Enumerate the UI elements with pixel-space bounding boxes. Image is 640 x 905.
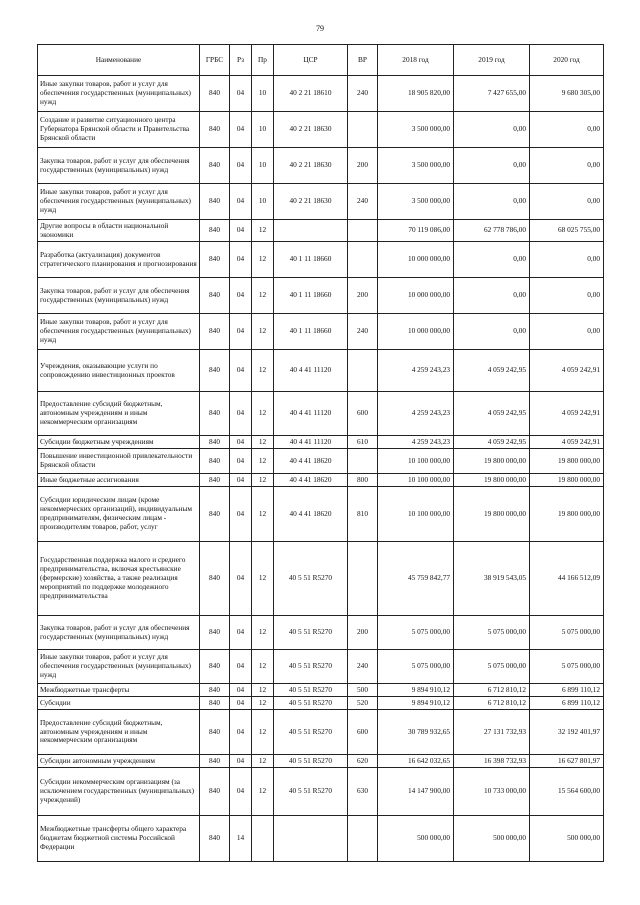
col-header-2020: 2020 год [530, 45, 604, 76]
row-grbs-cell: 840 [200, 350, 230, 392]
table-row [38, 487, 604, 542]
row-2020-cell: 44 166 512,09 [530, 542, 604, 616]
row-rz-cell: 04 [230, 487, 252, 542]
table-row [38, 184, 604, 220]
row-2020-cell: 16 627 801,97 [530, 755, 604, 768]
row-name-cell: Другие вопросы в области национальной экономики [38, 220, 200, 242]
table-row [38, 76, 604, 112]
row-vr-cell: 240 [348, 76, 378, 112]
table-row [38, 278, 604, 314]
table-row [38, 755, 604, 768]
row-2019-cell: 0,00 [454, 314, 530, 350]
row-2018-cell: 45 759 842,77 [378, 542, 454, 616]
row-pr-cell: 12 [252, 436, 274, 449]
row-2019-cell: 19 800 000,00 [454, 474, 530, 487]
row-name-cell: Закупка товаров, работ и услуг для обеспечения государственных (муниципальных) нужд [38, 148, 200, 184]
table-row [38, 474, 604, 487]
row-vr-cell [348, 242, 378, 278]
row-2018-cell: 5 075 000,00 [378, 616, 454, 650]
row-2019-cell: 500 000,00 [454, 816, 530, 862]
row-name-cell: Субсидии [38, 697, 200, 710]
row-pr-cell: 12 [252, 650, 274, 684]
row-grbs-cell: 840 [200, 542, 230, 616]
row-pr-cell: 12 [252, 697, 274, 710]
col-header-2019: 2019 год [454, 45, 530, 76]
row-2019-cell: 6 712 810,12 [454, 697, 530, 710]
row-pr-cell: 12 [252, 278, 274, 314]
row-2020-cell: 0,00 [530, 242, 604, 278]
row-2019-cell: 5 075 000,00 [454, 616, 530, 650]
row-rz-cell: 04 [230, 242, 252, 278]
row-csr-cell: 40 4 41 18620 [274, 474, 348, 487]
table-row [38, 650, 604, 684]
row-rz-cell: 04 [230, 148, 252, 184]
header-row [38, 45, 604, 76]
row-grbs-cell: 840 [200, 220, 230, 242]
table-row [38, 816, 604, 862]
row-name-cell: Межбюджетные трансферты [38, 684, 200, 697]
row-grbs-cell: 840 [200, 616, 230, 650]
row-pr-cell: 12 [252, 242, 274, 278]
row-2018-cell: 3 500 000,00 [378, 184, 454, 220]
row-2018-cell: 10 000 000,00 [378, 242, 454, 278]
table-row [38, 542, 604, 616]
row-rz-cell: 04 [230, 112, 252, 148]
row-pr-cell: 12 [252, 392, 274, 436]
row-2019-cell: 0,00 [454, 278, 530, 314]
row-2018-cell: 10 000 000,00 [378, 314, 454, 350]
row-2018-cell: 70 119 086,00 [378, 220, 454, 242]
page-number: 79 [316, 24, 324, 33]
row-vr-cell [348, 220, 378, 242]
row-csr-cell: 40 4 41 18620 [274, 487, 348, 542]
row-2020-cell: 0,00 [530, 148, 604, 184]
table-row [38, 148, 604, 184]
row-rz-cell: 04 [230, 392, 252, 436]
row-rz-cell: 04 [230, 755, 252, 768]
row-rz-cell: 04 [230, 542, 252, 616]
col-header-rz: Рз [230, 45, 252, 76]
row-csr-cell: 40 5 51 R5270 [274, 684, 348, 697]
col-header-2018: 2018 год [378, 45, 454, 76]
row-2020-cell: 6 899 110,12 [530, 684, 604, 697]
row-rz-cell: 04 [230, 449, 252, 474]
row-2018-cell: 3 500 000,00 [378, 148, 454, 184]
row-grbs-cell: 840 [200, 710, 230, 755]
row-vr-cell: 200 [348, 148, 378, 184]
row-grbs-cell: 840 [200, 148, 230, 184]
row-rz-cell: 04 [230, 350, 252, 392]
row-csr-cell: 40 5 51 R5270 [274, 768, 348, 816]
row-vr-cell: 200 [348, 278, 378, 314]
row-vr-cell [348, 816, 378, 862]
row-2019-cell: 4 059 242,95 [454, 392, 530, 436]
budget-table [37, 44, 604, 862]
row-2018-cell: 3 500 000,00 [378, 112, 454, 148]
row-2018-cell: 4 259 243,23 [378, 392, 454, 436]
table-row [38, 697, 604, 710]
row-2018-cell: 10 100 000,00 [378, 449, 454, 474]
row-name-cell: Повышение инвестиционной привлекательности Брянской области [38, 449, 200, 474]
row-name-cell: Субсидии некоммерческим организациям (за исключением государственных (муниципальных) учреждений) [38, 768, 200, 816]
row-2019-cell: 0,00 [454, 112, 530, 148]
row-name-cell: Предоставление субсидий бюджетным, автономным учреждениям и иным некоммерческим организациям [38, 710, 200, 755]
table-row [38, 710, 604, 755]
row-name-cell: Разработка (актуализация) документов стратегического планирования и прогнозирования [38, 242, 200, 278]
row-rz-cell: 04 [230, 684, 252, 697]
row-2020-cell: 500 000,00 [530, 816, 604, 862]
row-csr-cell [274, 816, 348, 862]
row-2019-cell: 0,00 [454, 242, 530, 278]
row-2018-cell: 16 642 032,65 [378, 755, 454, 768]
row-grbs-cell: 840 [200, 314, 230, 350]
table-row [38, 112, 604, 148]
row-2020-cell: 19 800 000,00 [530, 487, 604, 542]
table-row [38, 314, 604, 350]
row-2019-cell: 4 059 242,95 [454, 436, 530, 449]
row-rz-cell: 04 [230, 184, 252, 220]
row-grbs-cell: 840 [200, 697, 230, 710]
row-2018-cell: 9 894 910,12 [378, 697, 454, 710]
row-pr-cell: 10 [252, 76, 274, 112]
row-2020-cell: 5 075 000,00 [530, 650, 604, 684]
row-2020-cell: 0,00 [530, 184, 604, 220]
row-pr-cell: 10 [252, 148, 274, 184]
row-name-cell: Иные закупки товаров, работ и услуг для обеспечения государственных (муниципальных) нужд [38, 314, 200, 350]
row-2020-cell: 15 564 600,00 [530, 768, 604, 816]
row-vr-cell [348, 449, 378, 474]
table-body [38, 76, 604, 862]
row-2018-cell: 14 147 900,00 [378, 768, 454, 816]
row-2018-cell: 500 000,00 [378, 816, 454, 862]
col-header-name: Наименование [38, 45, 200, 76]
row-grbs-cell: 840 [200, 755, 230, 768]
row-2019-cell: 62 778 786,00 [454, 220, 530, 242]
row-2018-cell: 4 259 243,23 [378, 436, 454, 449]
row-vr-cell: 200 [348, 616, 378, 650]
row-2020-cell: 32 192 401,97 [530, 710, 604, 755]
row-name-cell: Иные бюджетные ассигнования [38, 474, 200, 487]
row-rz-cell: 04 [230, 436, 252, 449]
row-2019-cell: 5 075 000,00 [454, 650, 530, 684]
row-vr-cell: 610 [348, 436, 378, 449]
row-grbs-cell: 840 [200, 449, 230, 474]
row-grbs-cell: 840 [200, 650, 230, 684]
row-2020-cell: 19 800 000,00 [530, 474, 604, 487]
row-name-cell: Субсидии юридическим лицам (кроме некоммерческих организаций), индивидуальным предпринимателям, физическим лицам - производителям товаров, работ, услуг [38, 487, 200, 542]
row-pr-cell: 10 [252, 184, 274, 220]
row-grbs-cell: 840 [200, 278, 230, 314]
row-2019-cell: 19 800 000,00 [454, 487, 530, 542]
col-header-pr: Пр [252, 45, 274, 76]
row-csr-cell: 40 1 11 18660 [274, 242, 348, 278]
row-name-cell: Иные закупки товаров, работ и услуг для обеспечения государственных (муниципальных) нужд [38, 184, 200, 220]
row-2020-cell: 4 059 242,91 [530, 436, 604, 449]
row-name-cell: Субсидии автономным учреждениям [38, 755, 200, 768]
row-vr-cell [348, 112, 378, 148]
row-2018-cell: 4 259 243,23 [378, 350, 454, 392]
row-pr-cell: 12 [252, 768, 274, 816]
row-2018-cell: 9 894 910,12 [378, 684, 454, 697]
row-grbs-cell: 840 [200, 487, 230, 542]
row-name-cell: Иные закупки товаров, работ и услуг для обеспечения государственных (муниципальных) нужд [38, 76, 200, 112]
row-vr-cell: 600 [348, 392, 378, 436]
table-row [38, 768, 604, 816]
row-pr-cell: 10 [252, 112, 274, 148]
row-rz-cell: 04 [230, 710, 252, 755]
row-2019-cell: 4 059 242,95 [454, 350, 530, 392]
row-vr-cell [348, 542, 378, 616]
row-vr-cell: 800 [348, 474, 378, 487]
row-2018-cell: 30 789 932,65 [378, 710, 454, 755]
table-row [38, 242, 604, 278]
row-vr-cell: 620 [348, 755, 378, 768]
row-name-cell: Субсидии бюджетным учреждениям [38, 436, 200, 449]
row-rz-cell: 04 [230, 650, 252, 684]
row-grbs-cell: 840 [200, 684, 230, 697]
row-2019-cell: 0,00 [454, 148, 530, 184]
row-csr-cell: 40 5 51 R5270 [274, 542, 348, 616]
row-2020-cell: 4 059 242,91 [530, 392, 604, 436]
row-name-cell: Иные закупки товаров, работ и услуг для обеспечения государственных (муниципальных) нужд [38, 650, 200, 684]
row-csr-cell: 40 4 41 11120 [274, 350, 348, 392]
row-csr-cell: 40 4 41 11120 [274, 392, 348, 436]
row-name-cell: Предоставление субсидий бюджетным, автономным учреждениям и иным некоммерческим организациям [38, 392, 200, 436]
row-2019-cell: 38 919 543,05 [454, 542, 530, 616]
table-row [38, 436, 604, 449]
row-pr-cell: 12 [252, 487, 274, 542]
row-grbs-cell: 840 [200, 242, 230, 278]
row-rz-cell: 04 [230, 616, 252, 650]
row-name-cell: Государственная поддержка малого и среднего предпринимательства, включая крестьянские (фермерские) хозяйства, а также реализация мероприятий по поддержке молодежного предпринимательства [38, 542, 200, 616]
row-2020-cell: 9 680 305,00 [530, 76, 604, 112]
row-vr-cell: 630 [348, 768, 378, 816]
row-rz-cell: 04 [230, 220, 252, 242]
row-grbs-cell: 840 [200, 436, 230, 449]
row-grbs-cell: 840 [200, 816, 230, 862]
row-2018-cell: 10 100 000,00 [378, 487, 454, 542]
row-2020-cell: 68 025 755,00 [530, 220, 604, 242]
table-row [38, 350, 604, 392]
row-rz-cell: 04 [230, 278, 252, 314]
row-csr-cell: 40 2 21 18630 [274, 148, 348, 184]
row-pr-cell: 12 [252, 350, 274, 392]
table-row [38, 220, 604, 242]
col-header-grbs: ГРБС [200, 45, 230, 76]
col-header-vr: ВР [348, 45, 378, 76]
row-2019-cell: 10 733 000,00 [454, 768, 530, 816]
row-pr-cell: 12 [252, 710, 274, 755]
row-csr-cell: 40 5 51 R5270 [274, 616, 348, 650]
row-2020-cell: 0,00 [530, 314, 604, 350]
row-rz-cell: 04 [230, 768, 252, 816]
row-csr-cell: 40 1 11 18660 [274, 278, 348, 314]
row-2019-cell: 19 800 000,00 [454, 449, 530, 474]
row-2020-cell: 6 899 110,12 [530, 697, 604, 710]
row-csr-cell: 40 4 41 11120 [274, 436, 348, 449]
row-rz-cell: 04 [230, 314, 252, 350]
row-vr-cell: 240 [348, 314, 378, 350]
row-2019-cell: 6 712 810,12 [454, 684, 530, 697]
row-pr-cell: 12 [252, 449, 274, 474]
table-row [38, 449, 604, 474]
row-csr-cell: 40 2 21 18630 [274, 184, 348, 220]
row-2019-cell: 0,00 [454, 184, 530, 220]
row-2020-cell: 19 800 000,00 [530, 449, 604, 474]
row-2018-cell: 10 100 000,00 [378, 474, 454, 487]
row-grbs-cell: 840 [200, 112, 230, 148]
row-name-cell: Межбюджетные трансферты общего характера бюджетам бюджетной системы Российской Федерации [38, 816, 200, 862]
row-vr-cell: 500 [348, 684, 378, 697]
row-grbs-cell: 840 [200, 76, 230, 112]
row-vr-cell: 520 [348, 697, 378, 710]
row-2019-cell: 7 427 655,00 [454, 76, 530, 112]
row-pr-cell [252, 816, 274, 862]
row-grbs-cell: 840 [200, 474, 230, 487]
row-name-cell: Учреждения, оказывающие услуги по сопровождению инвестиционных проектов [38, 350, 200, 392]
row-name-cell: Закупка товаров, работ и услуг для обеспечения государственных (муниципальных) нужд [38, 278, 200, 314]
row-rz-cell: 04 [230, 474, 252, 487]
row-csr-cell: 40 5 51 R5270 [274, 710, 348, 755]
row-pr-cell: 12 [252, 474, 274, 487]
row-csr-cell: 40 2 21 18610 [274, 76, 348, 112]
row-vr-cell [348, 350, 378, 392]
row-2019-cell: 27 131 732,93 [454, 710, 530, 755]
row-2019-cell: 16 398 732,93 [454, 755, 530, 768]
row-pr-cell: 12 [252, 314, 274, 350]
row-rz-cell: 14 [230, 816, 252, 862]
row-pr-cell: 12 [252, 684, 274, 697]
row-grbs-cell: 840 [200, 184, 230, 220]
row-csr-cell [274, 220, 348, 242]
row-vr-cell: 240 [348, 184, 378, 220]
row-vr-cell: 240 [348, 650, 378, 684]
row-csr-cell: 40 4 41 18620 [274, 449, 348, 474]
row-2020-cell: 0,00 [530, 278, 604, 314]
table-row [38, 684, 604, 697]
row-2020-cell: 0,00 [530, 112, 604, 148]
row-pr-cell: 12 [252, 542, 274, 616]
col-header-csr: ЦСР [274, 45, 348, 76]
row-grbs-cell: 840 [200, 768, 230, 816]
row-grbs-cell: 840 [200, 392, 230, 436]
table-row [38, 616, 604, 650]
row-csr-cell: 40 1 11 18660 [274, 314, 348, 350]
row-csr-cell: 40 2 21 18630 [274, 112, 348, 148]
row-name-cell: Закупка товаров, работ и услуг для обеспечения государственных (муниципальных) нужд [38, 616, 200, 650]
row-name-cell: Создание и развитие ситуационного центра Губернатора Брянской области и Правительства Брянской области [38, 112, 200, 148]
row-csr-cell: 40 5 51 R5270 [274, 650, 348, 684]
row-2018-cell: 10 000 000,00 [378, 278, 454, 314]
row-2018-cell: 5 075 000,00 [378, 650, 454, 684]
row-pr-cell: 12 [252, 220, 274, 242]
row-vr-cell: 810 [348, 487, 378, 542]
table-row [38, 392, 604, 436]
row-vr-cell: 600 [348, 710, 378, 755]
row-pr-cell: 12 [252, 755, 274, 768]
row-rz-cell: 04 [230, 697, 252, 710]
row-2020-cell: 4 059 242,91 [530, 350, 604, 392]
row-2020-cell: 5 075 000,00 [530, 616, 604, 650]
row-pr-cell: 12 [252, 616, 274, 650]
row-csr-cell: 40 5 51 R5270 [274, 697, 348, 710]
row-2018-cell: 18 905 820,00 [378, 76, 454, 112]
row-rz-cell: 04 [230, 76, 252, 112]
row-csr-cell: 40 5 51 R5270 [274, 755, 348, 768]
